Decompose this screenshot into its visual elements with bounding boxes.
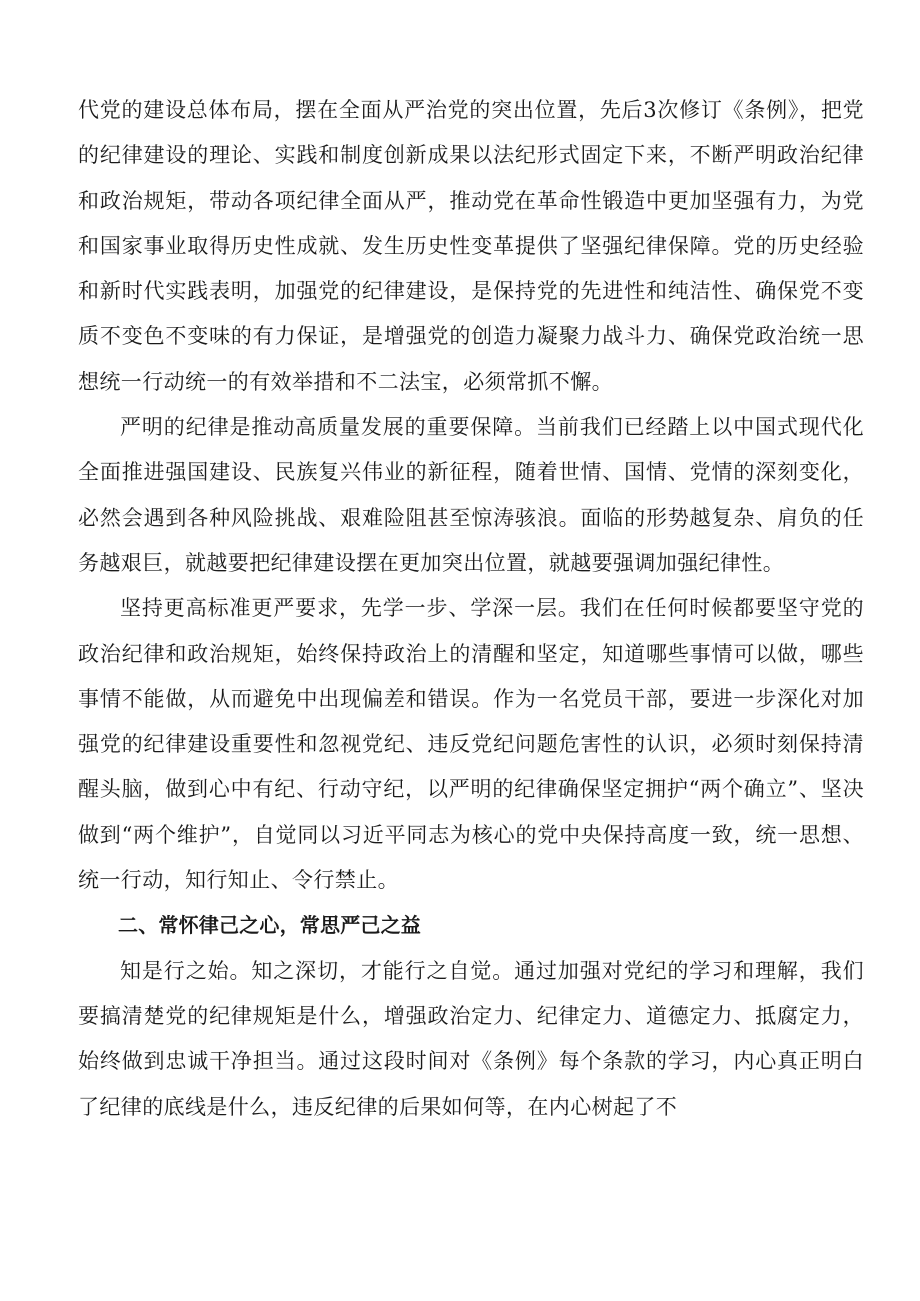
document-page: [78, 88, 864, 1130]
body-paragraph-4: 知是行之始。知之深切，才能行之自觉。通过加强对党纪的学习和理解，我们要搞清楚党的纪律规矩是什么，增强政治定力、纪律定力、道德定力、抵腐定力，始终做到忠诚干净担当。通过这段时间对《条例》每个条款的学习，内心真正明白了纪律的底线是什么，违反纪律的后果如何等，在内心树起了不: [78, 958, 864, 1119]
body-paragraph-1: 代党的建设总体布局，摆在全面从严治党的突出位置，先后3次修订《条例》，把党的纪律建设的理论、实践和制度创新成果以法纪形式固定下来，不断严明政治纪律和政治规矩，带动各项纪律全面从严，推动党在革命性锻造中更加坚强有力，为党和国家事业取得历史性成就、发生历史性变革提供了坚强纪律保障。党的历史经验和新时代实践表明，加强党的纪律建设，是保持党的先进性和纯洁性、确保党不变质不变色不变味的有力保证，是增强党的创造力凝聚力战斗力、确保党政治统一思想统一行动统一的有效举措和不二法宝，必须常抓不懈。: [78, 98, 864, 394]
section-heading: 二、常怀律己之心，常思严己之益: [118, 913, 421, 938]
body-paragraph-2: 严明的纪律是推动高质量发展的重要保障。当前我们已经踏上以中国式现代化全面推进强国建设、民族复兴伟业的新征程，随着世情、国情、党情的深刻变化，必然会遇到各种风险挑战、艰难险阻甚至惊涛骇浪。面临的形势越复杂、肩负的任务越艰巨，就越要把纪律建设摆在更加突出位置，就越要强调加强纪律性。: [78, 415, 864, 575]
body-paragraph-3: 坚持更高标准更严要求，先学一步、学深一层。我们在任何时候都要坚守党的政治纪律和政治规矩，始终保持政治上的清醒和坚定，知道哪些事情可以做，哪些事情不能做，从而避免中出现偏差和错误。作为一名党员干部，要进一步深化对加强党的纪律建设重要性和忽视党纪、违反党纪问题危害性的认识，必须时刻保持清醒头脑，做到心中有纪、行动守纪，以严明的纪律确保坚定拥护“两个确立”、坚决做到“两个维护”，自觉同以习近平同志为核心的党中央保持高度一致，统一思想、统一行动，知行知止、令行禁止。: [78, 596, 864, 893]
